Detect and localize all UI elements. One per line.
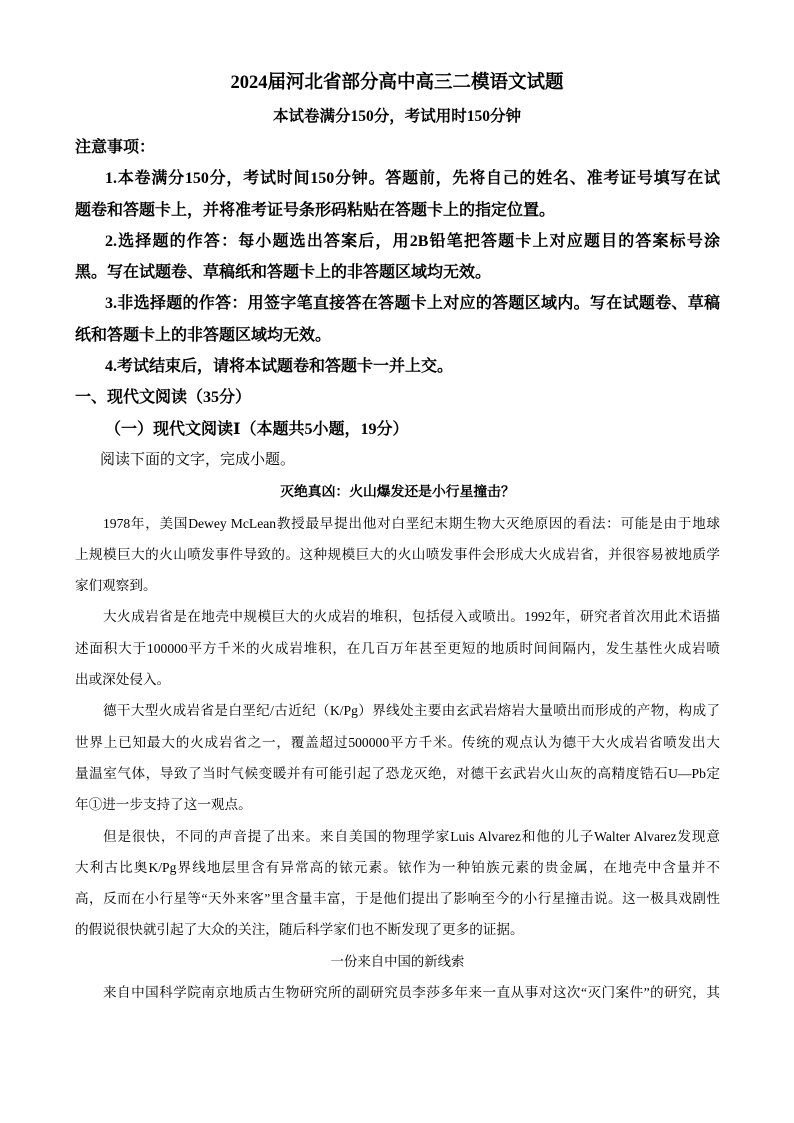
section-heading: 一、现代文阅读（35分） — [75, 389, 252, 407]
notice-line: 3.非选择题的作答：用签字笔直接答在答题卡上对应的答题区域内。写在试题卷、草稿 — [105, 295, 720, 313]
exam-subtitle: 本试卷满分150分，考试用时150分钟 — [272, 108, 521, 125]
passage-line: 1978年，美国Dewey McLean教授最早提出他对白垩纪末期生物大灭绝原因的看法：可能是由于地球 — [103, 515, 720, 531]
passage-paragraph — [75, 508, 720, 602]
passage-paragraph — [75, 601, 720, 695]
passage-line: 的假说很快就引起了大众的关注，随后科学家们也不断发现了更多的证据。 — [75, 922, 524, 938]
passage-line: 世界上已知最大的火成岩省之一，覆盖超过500000平方千米。传统的观点认为德干大火成岩省喷发出大 — [75, 734, 720, 750]
notice-heading: 注意事项： — [75, 139, 156, 156]
passage-line: 量温室气体，导致了当时气候变暖并有可能引起了恐龙灭绝，对德干玄武岩火山灰的高精度锆石U—Pb定 — [75, 765, 720, 781]
page-body — [75, 132, 720, 1008]
passage-line: 高，反而在小行星等“天外来客”里含量丰富，于是他们提出了影响至今的小行星撞击说。这一极具戏剧性 — [75, 891, 720, 907]
notice-item — [75, 288, 720, 351]
section-subheading: （一）现代文阅读Ⅰ（本题共5小题，19分） — [105, 420, 409, 438]
passage-line: 大利古比奥K/Pg界线地层里含有异常高的铱元素。铱作为一种铂族元素的贵金属，在地壳中含量并不 — [75, 859, 720, 875]
passage-line: 来自中国科学院南京地质古生物研究所的副研究员李莎多年来一直从事对这次“灭门案件”的研究，其 — [103, 985, 720, 1001]
passage-line: 述面积大于100000平方千米的火成岩堆积，在几百万年甚至更短的地质时间间隔内，发生基性火成岩喷 — [75, 640, 720, 656]
passage-line: 但是很快，不同的声音提了出来。来自美国的物理学家Luis Alvarez和他的儿子Walter Alvarez发现意 — [103, 828, 720, 844]
notice-item — [75, 226, 720, 289]
passage-line: 年①进一步支持了这一观点。 — [75, 797, 252, 813]
passage-line: 上规模巨大的火山喷发事件导致的。这种规模巨大的火山喷发事件会形成大火成岩省，并很容易被地质学 — [75, 546, 720, 562]
passage-paragraph — [75, 695, 720, 820]
notice-line: 纸和答题卡上的非答题区域均无效。 — [75, 326, 332, 344]
passage-section-heading: 一份来自中国的新线索 — [330, 953, 465, 969]
exam-title: 2024届河北省部分高中高三二模语文试题 — [230, 73, 564, 93]
passage-paragraph — [75, 821, 720, 946]
notice-line: 黑。写在试题卷、草稿纸和答题卡上的非答题区域均无效。 — [75, 264, 492, 282]
notice-item — [75, 163, 720, 226]
notice-line: 4.考试结束后，请将本试题卷和答题卡一并上交。 — [105, 358, 454, 376]
passage-line: 大火成岩省是在地壳中规模巨大的火成岩的堆积，包括侵入或喷出。1992年，研究者首次用此术语描 — [103, 609, 720, 625]
notice-line: 题卷和答题卡上，并将准考证号条形码粘贴在答题卡上的指定位置。 — [75, 201, 556, 219]
notice-line: 2.选择题的作答：每小题选出答案后，用2B铅笔把答题卡上对应题目的答案标号涂 — [105, 232, 720, 250]
passage-title: 灭绝真凶：火山爆发还是小行星撞击？ — [280, 484, 515, 500]
passage-line: 德干大型火成岩省是白垩纪/古近纪（K/Pg）界线处主要由玄武岩熔岩大量喷出而形成的产物，构成了 — [103, 703, 720, 719]
notice-line: 1.本卷满分150分，考试时间150分钟。答题前，先将自己的姓名、准考证号填写在试 — [105, 170, 720, 188]
passage-paragraph — [75, 977, 720, 1008]
passage-line: 出或深处侵入。 — [75, 672, 171, 688]
passage-line: 家们观察到。 — [75, 578, 157, 594]
reading-instruction: 阅读下面的文字，完成小题。 — [100, 451, 296, 468]
notice-item — [75, 351, 720, 382]
